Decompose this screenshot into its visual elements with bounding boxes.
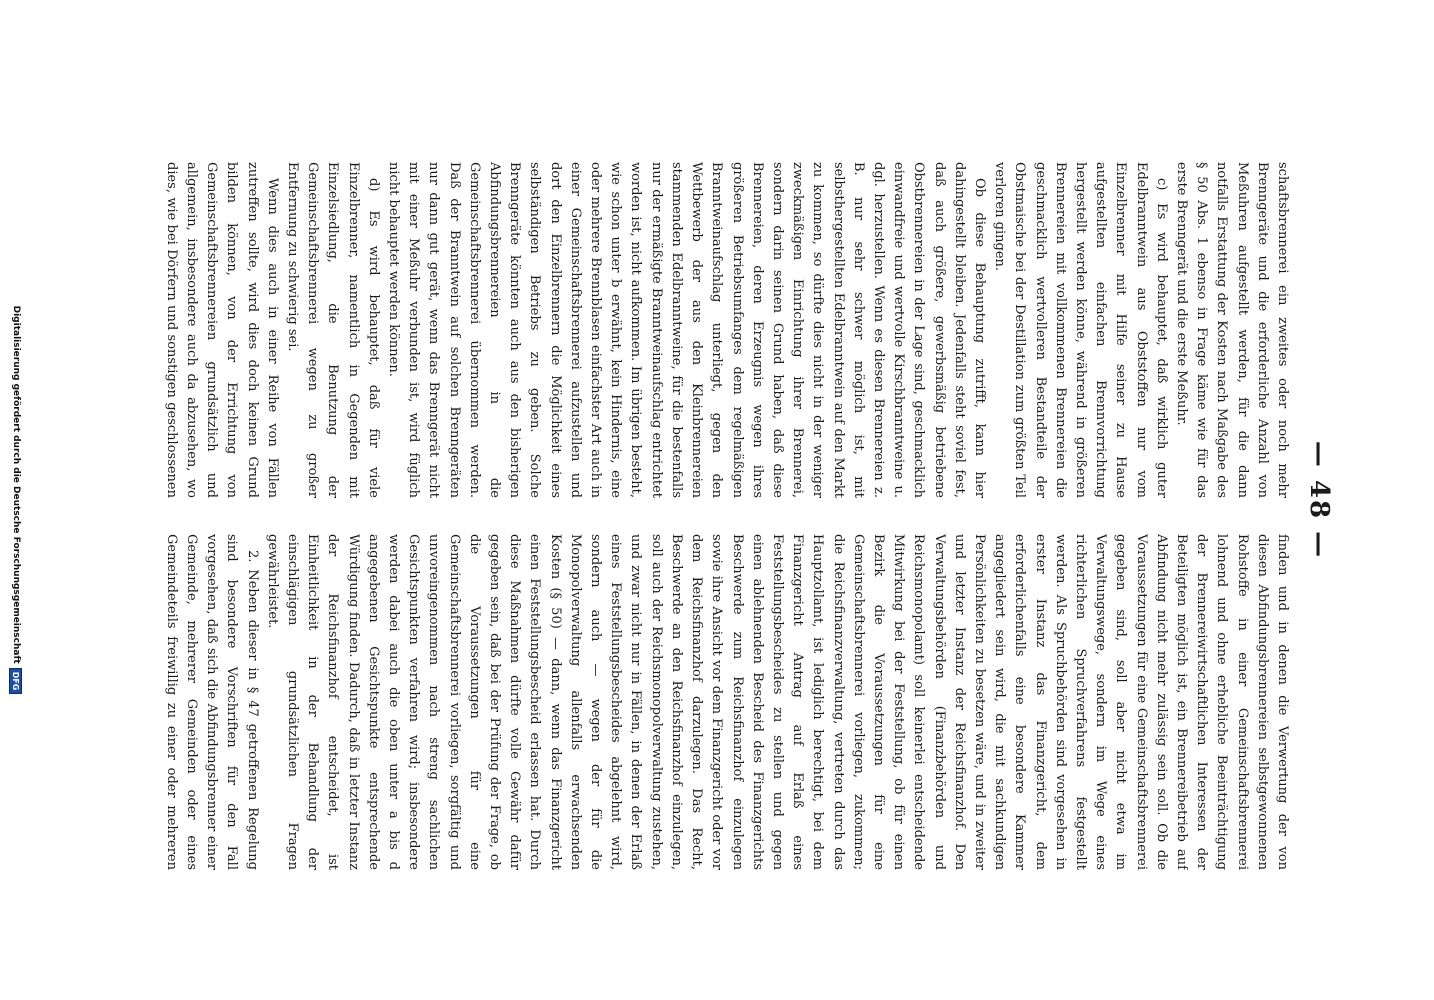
paragraph: schaftsbrennerei ein zweites oder noch mehr Brenngeräte und die erforderliche Anzahl von Meßuhren aufgestellt werden, für die dann notfalls Erstattung der Kosten nach Maßgabe des § 50 Abs. 1 ebenso in Frage käme wie für das erste Brenngerät und die erste Meßuhr. xyxy=(1173,162,1290,498)
paragraph: Wenn dies auch in einer Reihe von Fällen zutreffen sollte, wird dies doch keinen Grund bilden können, von der Errichtung von Gemeinschaftsbrennereien grundsätzlich und allgemein, insbesondere auch da abzusehen, wo dies, wie bei Dörfern und sonstigen geschlossenen xyxy=(163,162,280,498)
paragraph: Ob diese Behauptung zutrifft, kann hier dahingestellt bleiben. Jedenfalls steht soviel fest, daß auch größere, gewerbsmäßig betriebene Obstbrennereien in der Lage sind, geschmacklich einwandfreie und wertvolle Kirschbranntweine u. dgl. herzustellen. Wenn es diesen Brennereien z. B. nur sehr schwer möglich ist, mit selbsthergestellten Edelbranntwein auf den Markt zu kommen, so dürfte dies nicht in der weniger zweckmäßigen Einrichtung ihrer Brennerei, sondern darin seinen Grund haben, daß diese Brennereien, deren Erzeugnis wegen ihres größeren Betriebsumfanges dem regelmäßigen Branntweinaufschlag unterliegt, gegen den Wettbewerb der aus den Kleinbrennereien stammenden Edelbranntweine, für die bestenfalls nur der ermäßigte Branntweinaufschlag entrichtet worden ist, nicht aufkommen. Im übrigen besteht, wie schon unter b erwähnt, kein Hindernis, eine oder mehrere Brennblasen einfachster Art auch in einer Gemeinschaftsbrennerei aufzustellen und dort den Einzelbrennern die Möglichkeit eines selbständigen Betriebs zu geben. Solche Brenngeräte könnten auch aus den bisherigen Abfindungsbrennereien in die Gemeinschaftsbrennerei übernommen werden. Daß der Branntwein auf solchen Brenngeräten nur dann gut gerät, wenn das Brenngerät nicht mit einer Meßuhr verbunden ist, wird füglich nicht behauptet werden können. xyxy=(386,162,987,498)
page-number: — 48 — xyxy=(1304,440,1334,560)
paragraph: 2. Neben dieser in § 47 getroffenen Regelung sind besondere Vorschriften für den Fall vorgesehen, daß sich die Abfindungsbrenner einer Gemeinde, mehrerer Gemeinden oder eines Gemeindeteils freiwillig zu einer oder mehreren xyxy=(163,534,260,870)
paragraph: c) Es wird behauptet, daß wirklich guter Edelbranntwein aus Obststoffen nur vom Einzelbrenner mit Hilfe seiner zu Hause aufgestellten einfachen Brennvorrichtung hergestellt werden könne, während in größeren Brennereien mit vollkommenen Brennereien die geschmacklich wertvolleren Bestandteile der Obstmaische bei der Destillation zum größten Teil verloren gingen. xyxy=(992,162,1169,498)
digitization-credit xyxy=(8,0,24,1000)
paragraph: d) Es wird behauptet, daß für viele Einzelbrenner, namentlich in Gegenden mit Einzelsiedlung, die Benutzung der Gemeinschaftsbrennerei wegen zu großer Entfernung zu schwierig sei. xyxy=(285,162,381,498)
text-column-right xyxy=(162,534,1292,870)
credit-text: Digitalisierung gefördert durch die Deutsche Forschungsgemeinschaft xyxy=(11,305,21,664)
text-column-left xyxy=(162,162,1292,498)
paragraph: finden und in denen die Verwertung der von diesen Abfindungsbrennereien selbstgewonnenen Rohstoffe in einer Gemeinschaftsbrennerei lohnend und ohne erhebliche Beeinträchtigung der Brennereiwirtschaftlichen Interessen der Beteiligten möglich ist, ein Brennereibetrieb auf Abfindung nicht mehr zulässig sein soll. Ob die Voraussetzungen für eine Gemeinschaftsbrennerei gegeben sind, soll aber nicht etwa im Verwaltungswege, sondern im Wege eines richterlichen Spruchverfahrens festgestellt werden. Als Spruchbehörden sind vorgesehen in erster Instanz das Finanzgericht, dem erforderlichenfalls eine besondere Kammer angegliedert sein wird, die mit sachkundigen Persönlichkeiten zu besetzen wäre, und in zweiter und letzter Instanz der Reichsfinanzhof. Den Verwaltungsbehörden (Finanzbehörden und Reichsmonopolamt) soll keinerlei entscheidende Mitwirkung bei der Feststellung, ob für einen Bezirk die Voraussetzungen für eine Gemeinschaftsbrennerei vorliegen, zukommen; die Reichsfinanzverwaltung, vertreten durch das Hauptzollamt, ist lediglich berechtigt, bei dem Finanzgericht Antrag auf Erlaß eines Feststellungsbescheides zu stellen und gegen einen ablehnenden Bescheid des Finanzgerichts Beschwerde zum Reichsfinanzhof einzulegen sowie ihre Ansicht vor dem Finanzgericht oder vor dem Reichsfinanzhof darzulegen. Das Recht, Beschwerde an den Reichsfinanzhof einzulegen, soll auch der Reichsmonopolverwaltung zustehen, und zwar nicht nur in Fällen, in denen der Erlaß eines Feststellungsbescheides abgelehnt wird, sondern auch — wegen der für die Monopolverwaltung allenfalls erwachsenden Kosten (§ 50) — dann, wenn das Finanzgericht einen Feststellungsbescheid erlassen hat. Durch diese Maßnahmen dürfte volle Gewähr dafür gegeben sein, daß bei der Prüfung der Frage, ob die Voraussetzungen für eine Gemeinschaftsbrennerei vorliegen, sorgfältig und unvoreingenommen nach streng sachlichen Gesichtspunkten verfahren wird; insbesondere werden dabei auch die oben unter a bis d angegebenen Gesichtspunkte entsprechende Würdigung finden. Dadurch, daß in letzter Instanz der Reichsfinanzhof entscheidet, ist Einheitlichkeit in der Behandlung der einschlägigen grundsätzlichen Fragen gewährleistet. xyxy=(264,534,1290,870)
dfg-logo: DFG xyxy=(10,668,23,695)
